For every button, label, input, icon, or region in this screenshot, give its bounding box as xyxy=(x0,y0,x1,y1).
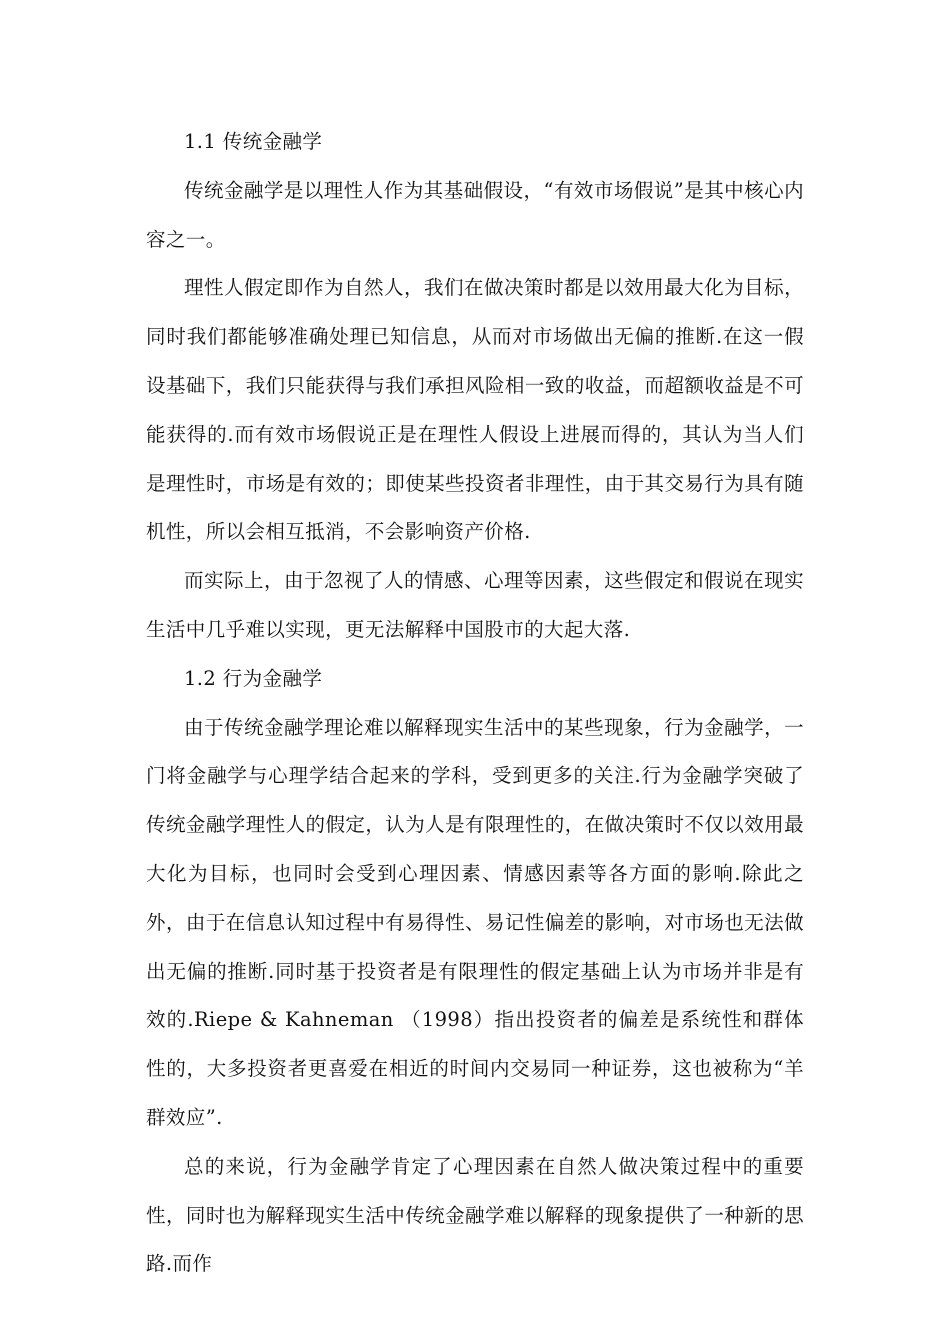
paragraph-intro: 传统金融学是以理性人作为其基础假设，“有效市场假说”是其中核心内容之一。 xyxy=(146,178,804,251)
paragraph-rational-person: 理性人假定即作为自然人，我们在做决策时都是以效用最大化为目标，同时我们都能够准确处理已知信息，从而对市场做出无偏的推断.在这一假设基础下，我们只能获得与我们承担风险相一致的收益，而超额收益是不可能获得的.而有效市场假说正是在理性人假设上进展而得的，其认为当人们是理性时，市场是有效的；即使某些投资者非理性，由于其交易行为具有随机性，所以会相互抵消，不会影响资产价格. xyxy=(146,276,804,544)
section-heading-1-2: 1.2 行为金融学 xyxy=(184,666,323,690)
document-body xyxy=(146,118,804,1289)
paragraph-behavioral-finance: 由于传统金融学理论难以解释现实生活中的某些现象，行为金融学，一门将金融学与心理学结合起来的学科，受到更多的关注.行为金融学突破了传统金融学理性人的假定，认为人是有限理性的，在做决策时不仅以效用最大化为目标，也同时会受到心理因素、情感因素等各方面的影响.除此之外，由于在信息认知过程中有易得性、易记性偏差的影响，对市场也无法做出无偏的推断.同时基于投资者是有限理性的假定基础上认为市场并非是有效的.Riepe & Kahneman （1998）指出投资者的偏差是系统性和群体性的，大多投资者更喜爱在相近的时间内交易同一种证券，这也被称为“羊群效应”. xyxy=(146,715,804,1129)
paragraph-reality: 而实际上，由于忽视了人的情感、心理等因素，这些假定和假说在现实生活中几乎难以实现，更无法解释中国股市的大起大落. xyxy=(146,569,804,641)
paragraph-summary: 总的来说，行为金融学肯定了心理因素在自然人做决策过程中的重要性，同时也为解释现实生活中传统金融学难以解释的现象提供了一种新的思路.而作 xyxy=(146,1154,804,1276)
section-heading-1-1: 1.1 传统金融学 xyxy=(184,130,323,153)
